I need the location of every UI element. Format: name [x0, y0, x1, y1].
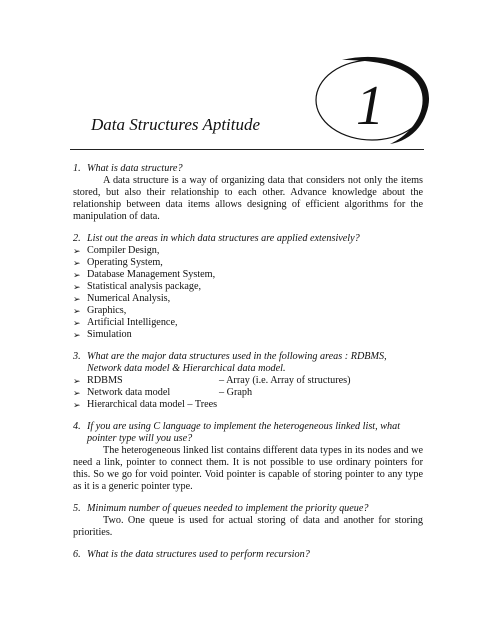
list-item: ➢ Network data model – Graph [73, 387, 253, 398]
question-number: 1. [73, 163, 81, 174]
bullet-arrow-icon: ➢ [73, 282, 81, 292]
question-number: 2. [73, 233, 81, 244]
question-number: 6. [73, 549, 81, 560]
areas-list [73, 245, 423, 341]
bullet-arrow-icon: ➢ [73, 270, 81, 280]
bullet-arrow-icon: ➢ [73, 306, 81, 316]
question-3 [73, 351, 423, 375]
question-text: Minimum number of queues needed to implement the priority queue? [87, 503, 369, 514]
list-item: ➢ Compiler Design, [73, 245, 160, 256]
bullet-arrow-icon: ➢ [73, 294, 81, 304]
chapter-number-badge [312, 52, 437, 148]
list-item: ➢ Statistical analysis package, [73, 281, 202, 292]
question-text: List out the areas in which data structures are applied extensively? [87, 233, 360, 244]
chapter-title: Data Structures Aptitude [91, 115, 261, 134]
bullet-arrow-icon: ➢ [73, 258, 81, 268]
question-text: What is the data structures used to perform recursion? [87, 549, 310, 560]
bullet-arrow-icon: ➢ [73, 388, 81, 398]
list-item: ➢ Graphics, [73, 305, 127, 316]
list-item: ➢ Database Management System, [73, 269, 216, 280]
question-text: If you are using C language to implement the heterogeneous linked list, what pointer type will you use? [87, 421, 401, 444]
list-item: ➢ Artificial Intelligence, [73, 317, 178, 328]
question-text: What is data structure? [87, 163, 183, 174]
bullet-arrow-icon: ➢ [73, 330, 81, 340]
question-2 [73, 233, 423, 245]
answer-5: Two. One queue is used for actual storing of data and another for storing priorities. [73, 515, 423, 538]
bullet-arrow-icon: ➢ [73, 246, 81, 256]
content [73, 163, 423, 561]
header-rule [70, 149, 424, 150]
question-number: 4. [73, 421, 81, 432]
question-5 [73, 503, 423, 515]
structures-list [73, 375, 423, 411]
bullet-arrow-icon: ➢ [73, 376, 81, 386]
question-number: 3. [73, 351, 81, 362]
list-item: ➢ Operating System, [73, 257, 163, 268]
answer-1: A data structure is a way of organizing data that considers not only the items stored, but also their relationship to each other. Advance knowledge about the relationship between data items allows designing of efficient algorithms for the manipulation of data. [73, 175, 423, 222]
bullet-arrow-icon: ➢ [73, 400, 81, 410]
answer-4: The heterogeneous linked list contains different data types in its nodes and we need a link, pointer to connect them. It is not possible to use ordinary pointers for this. So we go for void pointer. Void pointer is capable of storing pointer to any type as it is a generic pointer type. [73, 445, 423, 492]
list-item: ➢ Simulation [73, 329, 132, 340]
chapter-number: 1 [356, 75, 384, 137]
question-6 [73, 549, 423, 561]
question-text: What are the major data structures used in the following areas : RDBMS, Network data model & Hierarchical data model. [87, 351, 387, 374]
list-item: ➢ Numerical Analysis, [73, 293, 171, 304]
list-item: ➢ RDBMS – Array (i.e. Array of structures) [73, 375, 351, 386]
list-item: ➢ Hierarchical data model – Trees [73, 399, 218, 410]
question-4 [73, 421, 423, 445]
question-number: 5. [73, 503, 81, 514]
bullet-arrow-icon: ➢ [73, 318, 81, 328]
question-1 [73, 163, 423, 175]
